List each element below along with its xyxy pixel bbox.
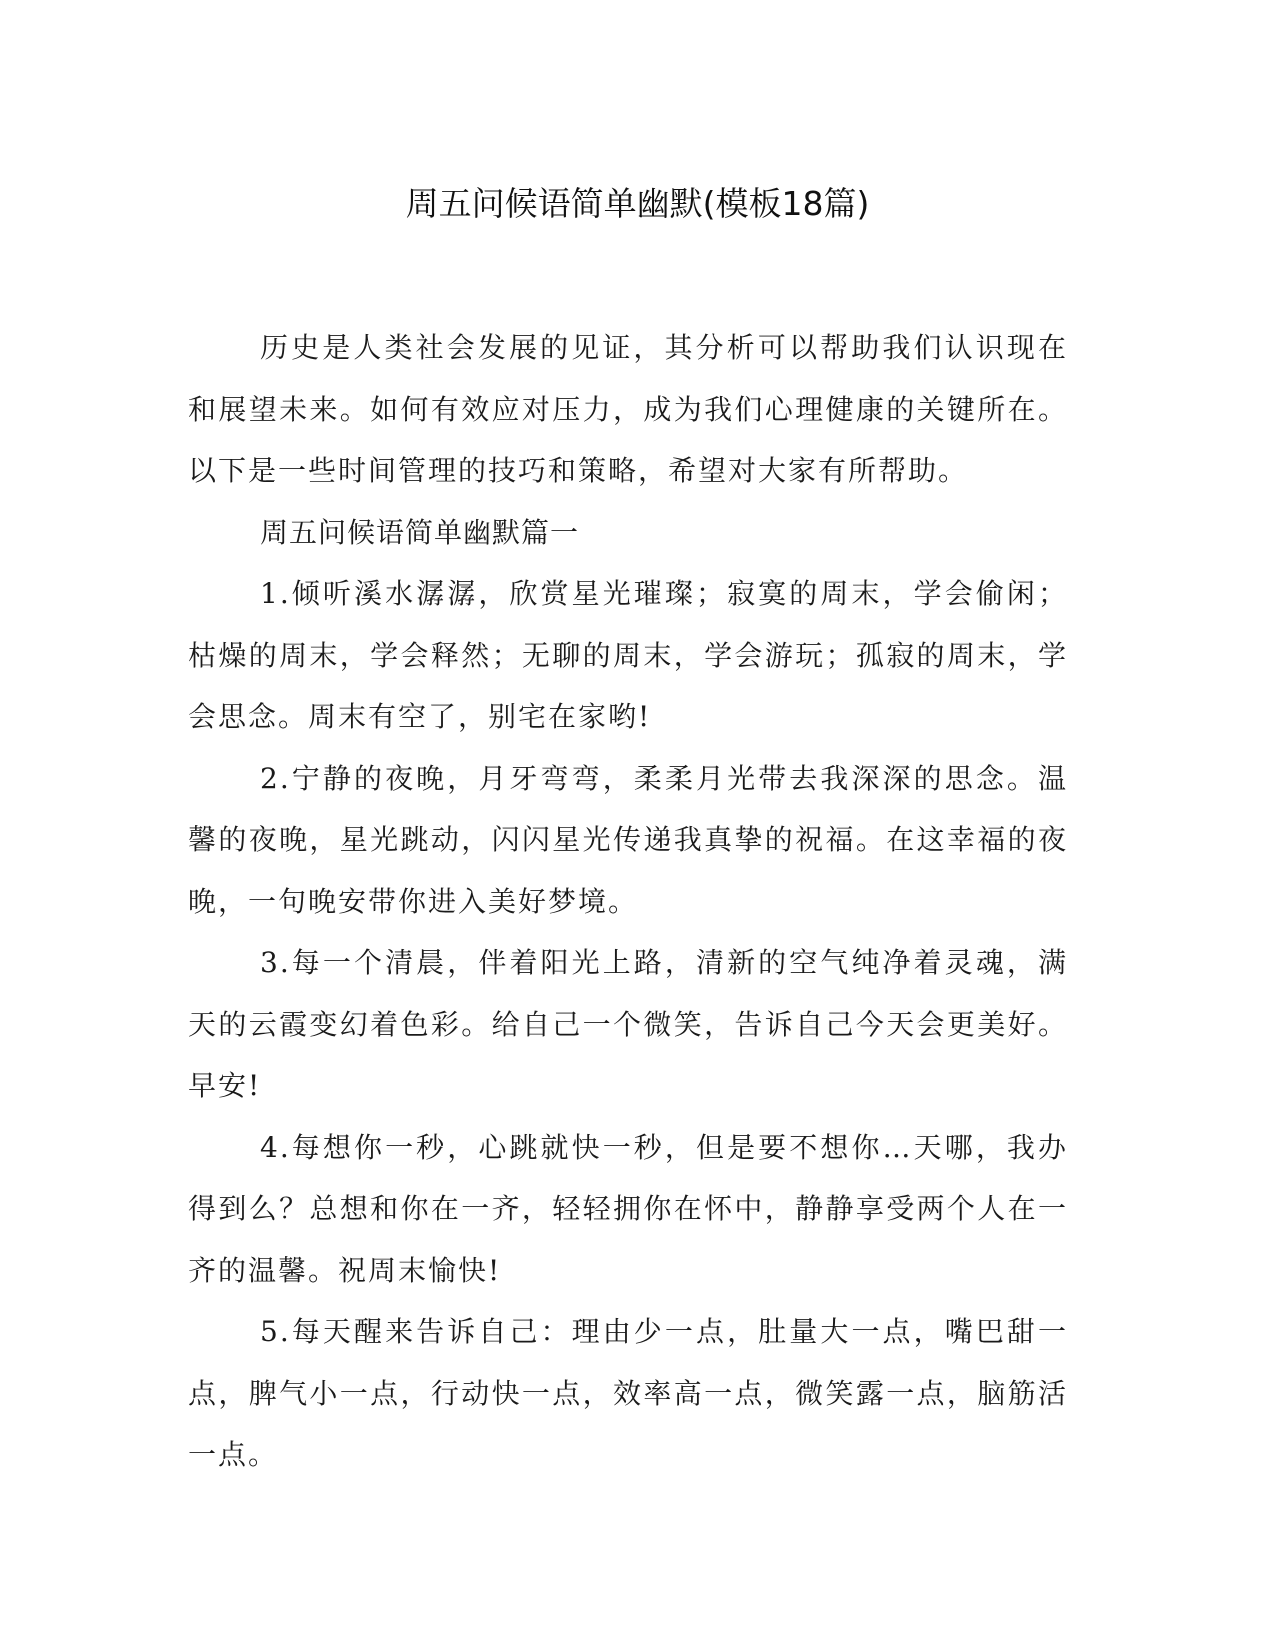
greeting-paragraph-2: 2.宁静的夜晚，月牙弯弯，柔柔月光带去我深深的思念。温馨的夜晚，星光跳动，闪闪星光传递我真挚的祝福。在这幸福的夜晚，一句晚安带你进入美好梦境。 xyxy=(188,761,1068,918)
greeting-paragraph-1: 1.倾听溪水潺潺，欣赏星光璀璨；寂寞的周末，学会偷闲；枯燥的周末，学会释然；无聊的周末，学会游玩；孤寂的周末，学会思念。周末有空了，别宅在家哟! xyxy=(188,577,1068,733)
section-heading: 周五问候语简单幽默篇一 xyxy=(260,515,580,549)
greeting-paragraph-3: 3.每一个清晨，伴着阳光上路，清新的空气纯净着灵魂，满天的云霞变幻着色彩。给自己一个微笑，告诉自己今天会更美好。早安! xyxy=(188,946,1068,1102)
intro-paragraph: 历史是人类社会发展的见证，其分析可以帮助我们认识现在和展望未来。如何有效应对压力，成为我们心理健康的关键所在。以下是一些时间管理的技巧和策略，希望对大家有所帮助。 xyxy=(188,331,1068,487)
document-title: 周五问候语简单幽默(模板18篇) xyxy=(405,184,870,223)
greeting-paragraph-5: 5.每天醒来告诉自己：理由少一点，肚量大一点，嘴巴甜一点，脾气小一点，行动快一点，效率高一点，微笑露一点，脑筋活一点。 xyxy=(188,1315,1068,1471)
greeting-paragraph-4: 4.每想你一秒，心跳就快一秒，但是要不想你…天哪，我办得到么？总想和你在一齐，轻轻拥你在怀中，静静享受两个人在一齐的温馨。祝周末愉快! xyxy=(188,1130,1068,1287)
document-body xyxy=(188,317,1068,1486)
